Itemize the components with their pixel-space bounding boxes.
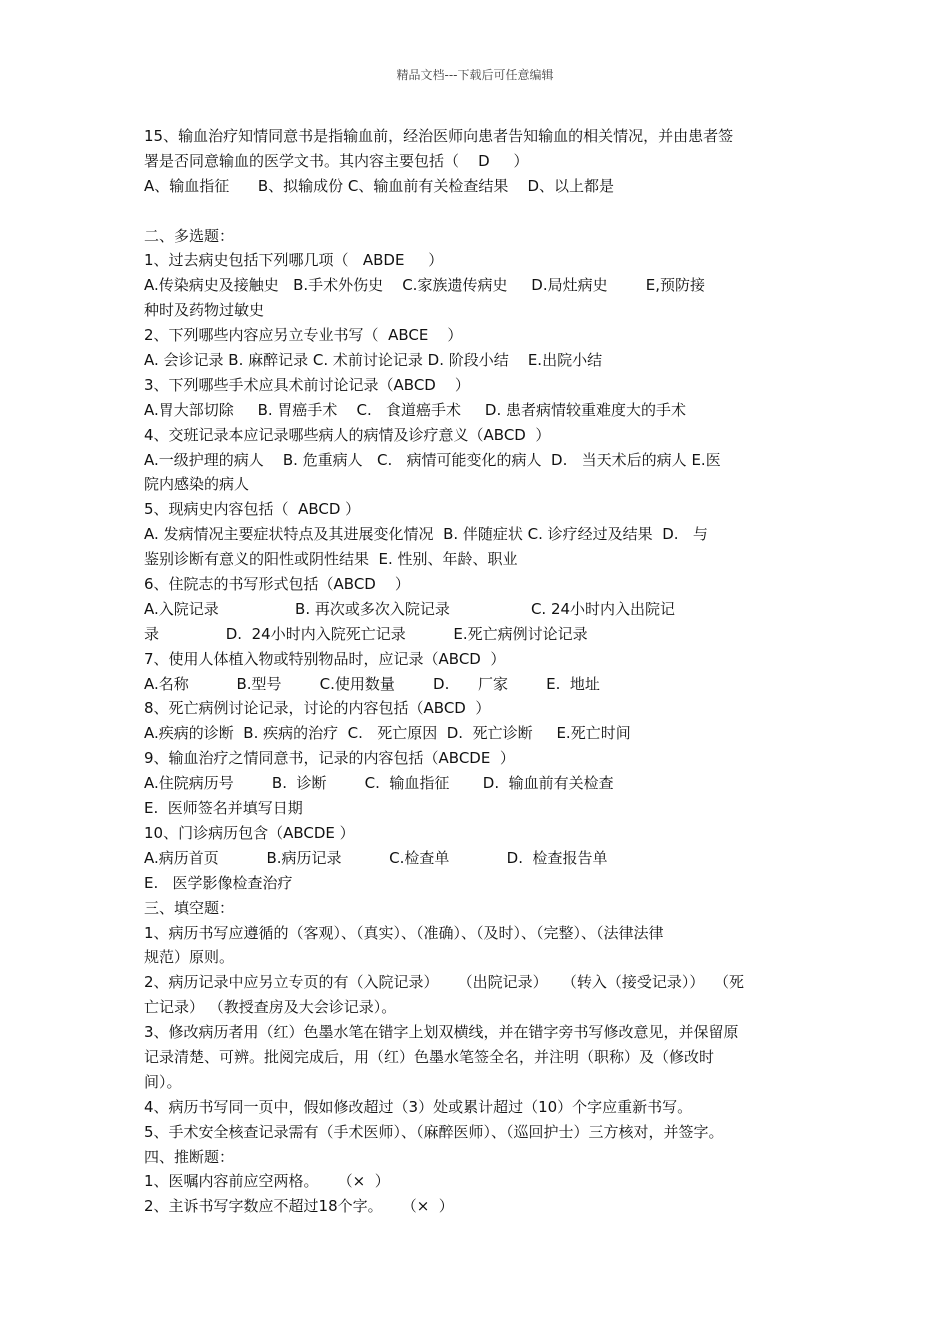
text-line: E. 医学影像检查治疗 bbox=[144, 873, 293, 892]
text-line: 规范）原则。 bbox=[144, 948, 235, 967]
text-line: 记录清楚、可辨。批阅完成后，用（红）色墨水笔签全名，并注明（职称）及（修改时 bbox=[144, 1047, 715, 1066]
text-line: 5、现病史内容包括（ ABCD ） bbox=[144, 500, 361, 519]
page-header: 精品文档---下载后可任意编辑 bbox=[396, 68, 554, 82]
text-line: 间）。 bbox=[144, 1072, 182, 1091]
text-line: 亡记录） （教授查房及大会诊记录）。 bbox=[144, 998, 397, 1017]
text-line: 1、过去病史包括下列哪几项（ ABDE ） bbox=[144, 251, 444, 270]
text-line: 院内感染的病人 bbox=[144, 475, 250, 494]
text-line: A.一级护理的病人 B. 危重病人 C. 病情可能变化的病人 D. 当天术后的病人 E.医 bbox=[144, 450, 721, 469]
text-line: 种时及药物过敏史 bbox=[144, 301, 265, 320]
text-line: 1、病历书写应遵循的（客观）、（真实）、（准确）、（及时）、（完整）、（法律法律 bbox=[144, 923, 664, 942]
text-line: 录 D. 24小时内入院死亡记录 E.死亡病例讨论记录 bbox=[144, 624, 588, 643]
text-line: 3、修改病历者用（红）色墨水笔在错字上划双横线，并在错字旁书写修改意见，并保留原 bbox=[144, 1023, 739, 1042]
text-line: 署是否同意输血的医学文书。其内容主要包括（ D ） bbox=[144, 151, 529, 170]
text-line: 二、多选题： bbox=[144, 226, 235, 245]
text-line: A.病历首页 B.病历记录 C.检查单 D. 检查报告单 bbox=[144, 848, 608, 867]
text-line: A. 发病情况主要症状特点及其进展变化情况 B. 伴随症状 C. 诊疗经过及结果 D. 与 bbox=[144, 525, 708, 544]
text-line: A.胃大部切除 B. 胃癌手术 C. 食道癌手术 D. 患者病情较重难度大的手术 bbox=[144, 400, 686, 419]
text-line: 4、交班记录本应记录哪些病人的病情及诊疗意义（ABCD ） bbox=[144, 425, 551, 444]
document-body bbox=[144, 124, 816, 1219]
text-line: A、输血指征 B、拟输成份 C、输血前有关检查结果 D、以上都是 bbox=[144, 176, 615, 195]
text-line: 2、主诉书写字数应不超过18个字。 （× ） bbox=[144, 1197, 454, 1216]
text-line: 鉴别诊断有意义的阳性或阴性结果 E. 性别、年龄、职业 bbox=[144, 550, 518, 569]
text-line: 4、病历书写同一页中，假如修改超过（3）处或累计超过（10）个字应重新书写。 bbox=[144, 1097, 693, 1116]
text-line: 10、门诊病历包含（ABCDE ） bbox=[144, 823, 355, 842]
text-line: 9、输血治疗之情同意书，记录的内容包括（ABCDE ） bbox=[144, 749, 515, 768]
text-line: E. 医师签名并填写日期 bbox=[144, 799, 303, 818]
text-line: A.疾病的诊断 B. 疾病的治疗 C. 死亡原因 D. 死亡诊断 E.死亡时间 bbox=[144, 724, 631, 743]
text-line: A. 会诊记录 B. 麻醉记录 C. 术前讨论记录 D. 阶段小结 E.出院小结 bbox=[144, 351, 603, 370]
text-line: 2、病历记录中应另立专页的有（入院记录） （出院记录） （转入（接受记录）） （死 bbox=[144, 973, 744, 992]
text-line: 15、输血治疗知情同意书是指输血前，经治医师向患者告知输血的相关情况，并由患者签 bbox=[144, 127, 734, 145]
text-line: 8、死亡病例讨论记录，讨论的内容包括（ABCD ） bbox=[144, 699, 491, 718]
text-line: A.名称 B.型号 C.使用数量 D. 厂家 E. 地址 bbox=[144, 674, 600, 693]
text-line: A.入院记录 B. 再次或多次入院记录 C. 24小时内入出院记 bbox=[144, 599, 676, 618]
text-line: A.传染病史及接触史 B.手术外伤史 C.家族遗传病史 D.局灶病史 E,预防接 bbox=[144, 276, 705, 295]
text-line: 6、住院志的书写形式包括（ABCD ） bbox=[144, 575, 410, 594]
text-line: 1、医嘱内容前应空两格。 （× ） bbox=[144, 1172, 390, 1191]
text-line: 5、手术安全核查记录需有（手术医师）、（麻醉医师）、（巡回护士）三方核对，并签字。 bbox=[144, 1122, 724, 1141]
text-line: 2、下列哪些内容应另立专业书写（ ABCE ） bbox=[144, 326, 463, 345]
text-line: 3、下列哪些手术应具术前讨论记录（ABCD ） bbox=[144, 375, 470, 394]
text-line: A.住院病历号 B. 诊断 C. 输血指征 D. 输血前有关检查 bbox=[144, 774, 614, 793]
text-line: 四、推断题： bbox=[144, 1147, 235, 1166]
text-line: 三、填空题： bbox=[144, 898, 235, 917]
text-line: 7、使用人体植入物或特别物品时，应记录（ABCD ） bbox=[144, 649, 506, 668]
text-line bbox=[144, 199, 816, 224]
